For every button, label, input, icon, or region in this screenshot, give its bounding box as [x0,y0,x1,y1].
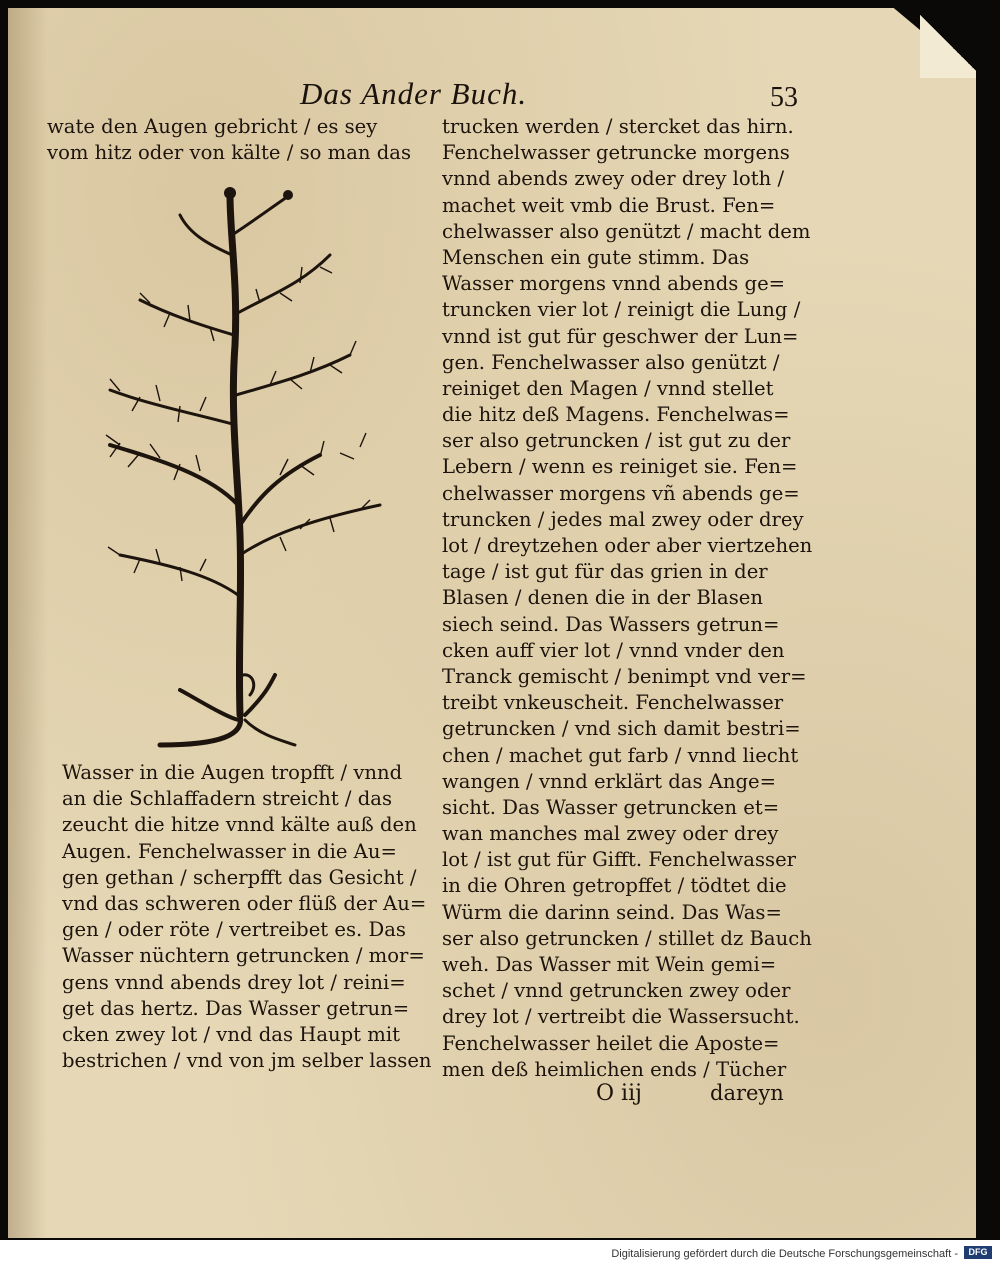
text-line: Würm die darinn seind. Das Was= [442,900,782,924]
text-line: ser also getruncken / ist gut zu der [442,429,791,453]
left-column-top-text [47,114,411,166]
text-line: gen gethan / scherpfft das Gesicht / [62,865,417,889]
folded-corner [920,8,976,78]
signature-mark: O iij [596,1081,642,1106]
text-line: bestrichen / vnd von jm selber lassen [62,1049,432,1073]
text-line: vnnd abends zwey oder drey loth / [442,167,785,191]
text-line: chen / machet gut farb / vnnd liecht [442,743,799,767]
text-line: gen. Fenchelwasser also genützt / [442,350,780,374]
text-line: sicht. Das Wasser getruncken et= [442,795,780,819]
fennel-plant-woodcut [80,175,400,755]
text-line: cken auff vier lot / vnnd vnder den [442,638,785,662]
text-line: tage / ist gut für das grien in der [442,560,768,584]
text-line: an die Schlaffadern streicht / das [62,787,393,811]
text-line: vom hitz oder von kälte / so man das [47,141,412,165]
right-column-text [442,114,812,1083]
text-line: cken zwey lot / vnd das Haupt mit [62,1022,400,1046]
text-line: Wasser nüchtern getruncken / mor= [62,944,425,968]
text-line: die hitz deß Magens. Fenchelwas= [442,403,790,427]
text-line: truncken / jedes mal zwey oder drey [442,507,804,531]
footer-bar [0,1240,1000,1265]
text-line: Blasen / denen die in der Blasen [442,586,763,610]
text-line: chelwasser also genützt / macht dem [442,219,811,243]
text-line: Fenchelwasser getruncke morgens [442,141,790,165]
text-line: machet weit vmb die Brust. Fen= [442,193,776,217]
text-line: in die Ohren getropffet / tödtet die [442,874,787,898]
text-line: getruncken / vnd sich damit bestri= [442,717,801,741]
text-line: zeucht die hitze vnnd kälte auß den [62,813,417,837]
text-line: drey lot / vertreibt die Wassersucht. [442,1005,800,1029]
text-line: wangen / vnnd erklärt das Ange= [442,769,777,793]
text-line: Wasser in die Augen tropfft / vnnd [62,761,403,784]
text-line: lot / dreytzehen oder aber viertzehen [442,534,813,557]
text-line: wan manches mal zwey oder drey [442,822,779,846]
text-line: chelwasser morgens vñ abends ge= [442,481,800,505]
text-line: ser also getruncken / stillet dz Bauch [442,926,812,950]
catchword: dareyn [710,1081,784,1105]
dfg-logo: DFG [964,1246,992,1259]
text-line: Lebern / wenn es reiniget sie. Fen= [442,455,798,479]
text-line: truncken vier lot / reinigt die Lung / [442,298,801,322]
funding-credit: Digitalisierung gefördert durch die Deutsche Forschungsgemeinschaft - [611,1248,958,1260]
text-line: lot / ist gut für Gifft. Fenchelwasser [442,848,797,872]
text-line: treibt vnkeuscheit. Fenchelwasser [442,691,784,715]
text-line: Fenchelwasser heilet die Aposte= [442,1031,780,1055]
text-line: get das hertz. Das Wasser getrun= [62,996,410,1020]
page-number: 53 [770,82,798,113]
left-column-bottom-text [62,760,432,1074]
text-line: vnd das schweren oder flüß der Au= [62,891,427,915]
running-header-title: Das Ander Buch. [300,76,528,111]
text-line: siech seind. Das Wassers getrun= [442,612,780,636]
text-line: reiniget den Magen / vnnd stellet [442,376,774,400]
text-line: trucken werden / stercket das hirn. [442,115,794,138]
text-line: Augen. Fenchelwasser in die Au= [62,839,397,863]
text-line: Wasser morgens vnnd abends ge= [442,272,786,296]
text-line: Tranck gemischt / benimpt vnd ver= [442,664,807,688]
text-line: vnnd ist gut für geschwer der Lun= [442,324,799,348]
text-line: men deß heimlichen ends / Tücher [442,1057,787,1081]
text-line: schet / vnnd getruncken zwey oder [442,979,791,1003]
text-line: wate den Augen gebricht / es sey [47,115,378,138]
text-line: Menschen ein gute stimm. Das [442,245,750,269]
text-line: gens vnnd abends drey lot / reini= [62,970,406,994]
text-line: weh. Das Wasser mit Wein gemi= [442,953,777,976]
text-line: gen / oder röte / vertreibet es. Das [62,918,406,942]
